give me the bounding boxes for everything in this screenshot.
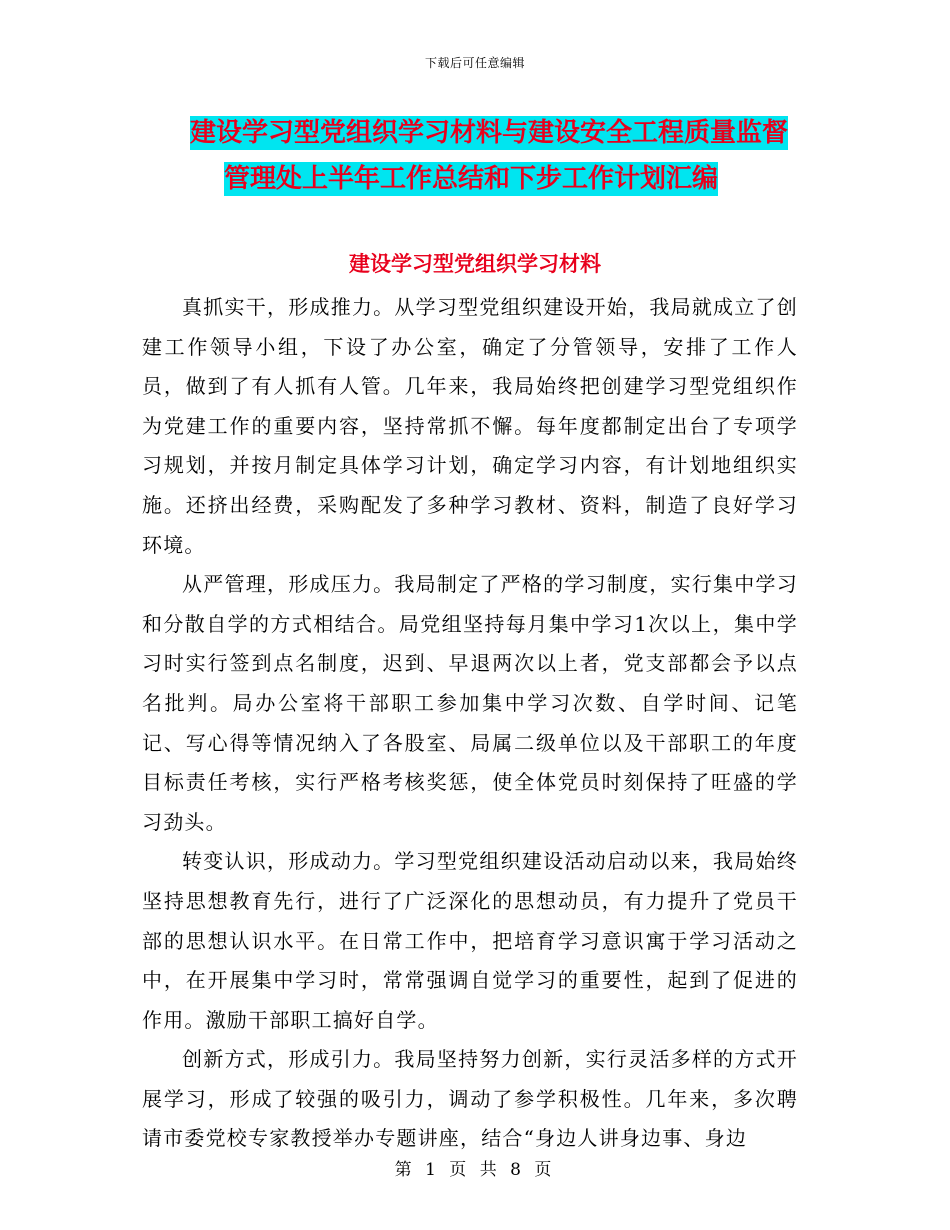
paragraph-3: 转变认识，形成动力。学习型党组织建设活动启动以来，我局始终坚持思想教育先行，进行了广泛深化的思想动员，有力提升了党员干部的思想认识水平。在日常工作中，把培育学习意识寓于学习活动之中，在开展集中学习时，常常强调自觉学习的重要性，起到了促进的作用。激励干部职工搞好自学。 [142,849,798,1032]
document-body [142,288,798,1159]
document-title-line-2 [190,156,830,202]
title-highlight-1: 建设学习型党组织学习材料与建设安全工程质量监督 [190,118,789,148]
paragraph-1: 真抓实干，形成推力。从学习型党组织建设开始，我局就成立了创建工作领导小组，下设了办公室，确定了分管领导，安排了工作人员，做到了有人抓有人管。几年来，我局始终把创建学习型党组织作为党建工作的重要内容，坚持常抓不懈。每年度都制定出台了专项学习规划，并按月制定具体学习计划，确定学习内容，有计划地组织实施。还挤出经费，采购配发了多种学习教材、资料，制造了良好学习环境。 [142,295,798,557]
paragraph-2: 从严管理，形成压力。我局制定了严格的学习制度，实行集中学习和分散自学的方式相结合。局党组坚持每月集中学习1次以上，集中学习时实行签到点名制度，迟到、早退两次以上者，党支部都会予以点名批判。局办公室将干部职工参加集中学习次数、自学时间、记笔记、写心得等情况纳入了各股室、局属二级单位以及干部职工的年度目标责任考核，实行严格考核奖惩，使全体党员时刻保持了旺盛的学习劲头。 [142,572,798,834]
paragraph-4: 创新方式，形成引力。我局坚持努力创新，实行灵活多样的方式开展学习，形成了较强的吸引力，调动了参学积极性。几年来，多次聘请市委党校专家教授举办专题讲座，结合“身边人讲身边事、身边 [142,1047,798,1151]
title-highlight-2: 管理处上半年工作总结和下步工作计划汇编 [224,164,719,194]
page-header-note: 下载后可任意编辑 [424,56,525,70]
section-title: 建设学习型党组织学习材料 [349,252,601,276]
document-title-line-1 [190,110,830,156]
page-number-footer: 第 1 页 共 8 页 [394,1160,556,1180]
document-title [190,110,830,202]
